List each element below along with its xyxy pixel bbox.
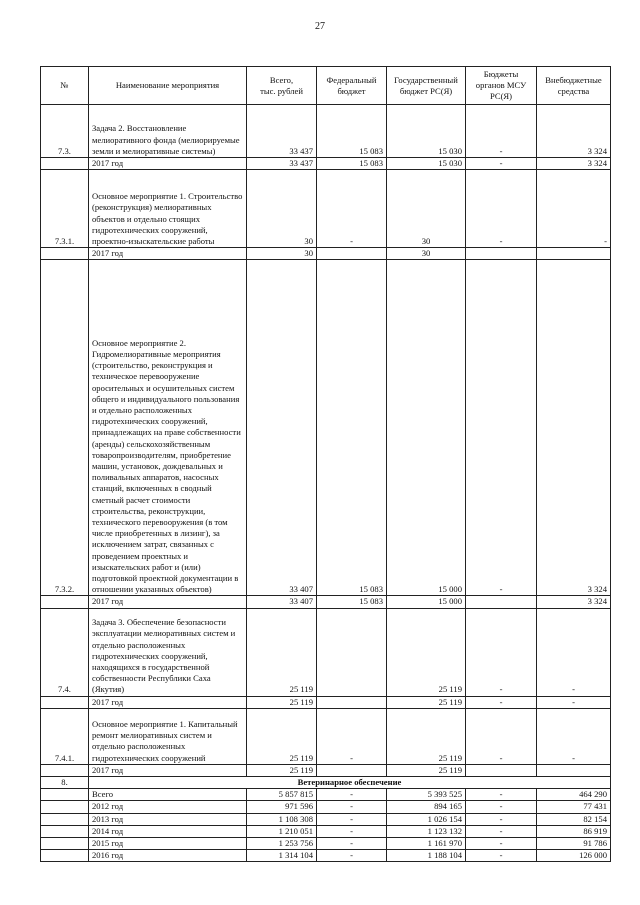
page-number: 27 xyxy=(315,21,325,32)
header-name: Наименование мероприятия xyxy=(89,67,247,105)
row-state: 5 393 525 xyxy=(387,789,466,801)
row-number xyxy=(41,789,89,801)
row-state: 894 165 xyxy=(387,801,466,813)
row-federal xyxy=(317,764,387,776)
header-federal: Федеральный бюджет xyxy=(317,67,387,105)
section-title: Ветеринарное обеспечение xyxy=(89,777,611,789)
row-municipal: - xyxy=(466,260,537,596)
row-total: 1 210 051 xyxy=(247,825,317,837)
row-state: 15 000 xyxy=(387,596,466,608)
table-row xyxy=(41,170,611,248)
row-federal: - xyxy=(317,789,387,801)
row-federal: 15 083 xyxy=(317,260,387,596)
row-number: 7.4. xyxy=(41,608,89,696)
row-extra: 3 324 xyxy=(537,105,611,158)
table-row xyxy=(41,764,611,776)
row-extra: - xyxy=(537,708,611,764)
row-number: 7.3.2. xyxy=(41,260,89,596)
row-number: 7.3. xyxy=(41,105,89,158)
row-name: Основное мероприятие 2. Гидромелиоративные мероприятия (строительство, реконструкция и техническое перевооружение оросительных и осушительных систем общего и индивидуального пользования и отдельно расположенных гидротехнических сооружений, принадлежащих на праве собственности (аренды) сельскохозяйственным товаропроизводителям, приобретение машин, установок, дождевальных и поливальных аппаратов, насосных станций, включенных в сводный сметный расчет стоимости строительства, реконструкции, технического перевооружения (в том числе приобретенных в лизинг), за исключением затрат, связанных с проведением проектных и изыскательских работ и (или) подготовкой проектной документации в отношении указанных объектов) xyxy=(89,260,247,596)
row-municipal: - xyxy=(466,789,537,801)
row-number xyxy=(41,764,89,776)
row-extra: - xyxy=(537,608,611,696)
row-state: 30 xyxy=(387,170,466,248)
row-total: 33 407 xyxy=(247,596,317,608)
table-row xyxy=(41,608,611,696)
row-state: 15 000 xyxy=(387,260,466,596)
row-municipal: - xyxy=(466,801,537,813)
table-row xyxy=(41,696,611,708)
table-header-row xyxy=(41,67,611,105)
row-number: 7.3.1. xyxy=(41,170,89,248)
row-state: 30 xyxy=(387,248,466,260)
row-state: 25 119 xyxy=(387,608,466,696)
row-federal: - xyxy=(317,801,387,813)
table-row xyxy=(41,260,611,596)
row-municipal: - xyxy=(466,708,537,764)
row-federal: - xyxy=(317,850,387,862)
section-row xyxy=(41,777,611,789)
row-name: Основное мероприятие 1. Строительство (реконструкция) мелиоративных объектов и отдельно стоящих гидротехнических сооружений, проектно-изыскательские работы xyxy=(89,170,247,248)
table-row xyxy=(41,158,611,170)
row-federal: - xyxy=(317,838,387,850)
header-total-line1: Всего, xyxy=(269,74,294,85)
row-state: 1 161 970 xyxy=(387,838,466,850)
row-name: 2017 год xyxy=(89,248,247,260)
row-name: 2017 год xyxy=(89,764,247,776)
row-extra: 464 290 xyxy=(537,789,611,801)
row-municipal: - xyxy=(466,696,537,708)
row-extra: 3 324 xyxy=(537,596,611,608)
row-state: 25 119 xyxy=(387,708,466,764)
section-number: 8. xyxy=(41,777,89,789)
row-total: 25 119 xyxy=(247,708,317,764)
table-row xyxy=(41,708,611,764)
row-municipal xyxy=(466,596,537,608)
row-federal: - xyxy=(317,813,387,825)
row-number xyxy=(41,158,89,170)
row-number: 7.4.1. xyxy=(41,708,89,764)
row-federal: 15 083 xyxy=(317,596,387,608)
row-total: 971 596 xyxy=(247,801,317,813)
row-municipal: - xyxy=(466,838,537,850)
row-number xyxy=(41,696,89,708)
row-extra xyxy=(537,248,611,260)
table-row xyxy=(41,850,611,862)
row-name: 2017 год xyxy=(89,696,247,708)
row-name: Задача 2. Восстановление мелиоративного фонда (мелиорируемые земли и мелиоративные системы) xyxy=(89,105,247,158)
row-municipal xyxy=(466,248,537,260)
row-total: 1 108 308 xyxy=(247,813,317,825)
table-row xyxy=(41,825,611,837)
row-name: 2017 год xyxy=(89,596,247,608)
row-name: 2016 год xyxy=(89,850,247,862)
row-state: 1 123 132 xyxy=(387,825,466,837)
header-extra: Внебюджетные средства xyxy=(537,67,611,105)
row-federal: 15 083 xyxy=(317,158,387,170)
row-name: 2017 год xyxy=(89,158,247,170)
row-number xyxy=(41,850,89,862)
row-total: 30 xyxy=(247,248,317,260)
table-row xyxy=(41,596,611,608)
row-name: 2012 год xyxy=(89,801,247,813)
row-state: 15 030 xyxy=(387,158,466,170)
row-federal: 15 083 xyxy=(317,105,387,158)
row-federal xyxy=(317,608,387,696)
row-total: 33 407 xyxy=(247,260,317,596)
row-name: 2015 год xyxy=(89,838,247,850)
row-extra: - xyxy=(537,696,611,708)
row-total: 1 253 756 xyxy=(247,838,317,850)
row-state: 1 188 104 xyxy=(387,850,466,862)
row-state: 25 119 xyxy=(387,696,466,708)
row-municipal: - xyxy=(466,813,537,825)
row-name: 2013 год xyxy=(89,813,247,825)
header-state: Государственный бюджет РС(Я) xyxy=(387,67,466,105)
row-total: 5 857 815 xyxy=(247,789,317,801)
row-extra: 82 154 xyxy=(537,813,611,825)
row-number xyxy=(41,838,89,850)
row-municipal: - xyxy=(466,850,537,862)
row-extra: 3 324 xyxy=(537,158,611,170)
row-extra: 126 000 xyxy=(537,850,611,862)
row-extra: 91 786 xyxy=(537,838,611,850)
row-number xyxy=(41,825,89,837)
row-extra: - xyxy=(537,170,611,248)
row-state: 1 026 154 xyxy=(387,813,466,825)
header-total xyxy=(247,67,317,105)
table-row xyxy=(41,105,611,158)
row-total: 25 119 xyxy=(247,764,317,776)
row-municipal: - xyxy=(466,825,537,837)
table-row xyxy=(41,789,611,801)
header-total-line2: тыс. рублей xyxy=(260,85,303,96)
row-federal: - xyxy=(317,170,387,248)
row-total: 33 437 xyxy=(247,158,317,170)
row-name: Задача 3. Обеспечение безопасности эксплуатации мелиоративных систем и отдельно расположенных гидротехнических сооружений, находящихся в государственной собственности Республики Саха (Якутия) xyxy=(89,608,247,696)
row-total: 33 437 xyxy=(247,105,317,158)
row-municipal: - xyxy=(466,608,537,696)
header-municipal: Бюджеты органов МСУ РС(Я) xyxy=(466,67,537,105)
row-extra: 86 919 xyxy=(537,825,611,837)
table-row xyxy=(41,801,611,813)
row-total: 25 119 xyxy=(247,696,317,708)
row-number xyxy=(41,596,89,608)
row-number xyxy=(41,813,89,825)
row-municipal: - xyxy=(466,170,537,248)
table-row xyxy=(41,838,611,850)
header-no: № xyxy=(41,67,89,105)
row-municipal: - xyxy=(466,158,537,170)
table-row xyxy=(41,813,611,825)
row-municipal: - xyxy=(466,105,537,158)
row-total: 1 314 104 xyxy=(247,850,317,862)
budget-table xyxy=(40,66,611,862)
row-extra: 77 431 xyxy=(537,801,611,813)
row-municipal xyxy=(466,764,537,776)
table-row xyxy=(41,248,611,260)
row-extra: 3 324 xyxy=(537,260,611,596)
row-total: 25 119 xyxy=(247,608,317,696)
row-federal xyxy=(317,696,387,708)
row-extra xyxy=(537,764,611,776)
row-number xyxy=(41,801,89,813)
row-federal xyxy=(317,248,387,260)
row-total: 30 xyxy=(247,170,317,248)
row-name: Всего xyxy=(89,789,247,801)
row-federal: - xyxy=(317,708,387,764)
row-state: 15 030 xyxy=(387,105,466,158)
row-state: 25 119 xyxy=(387,764,466,776)
row-federal: - xyxy=(317,825,387,837)
row-name: 2014 год xyxy=(89,825,247,837)
row-name: Основное мероприятие 1. Капитальный ремонт мелиоративных систем и отдельно расположенных гидротехнических сооружений xyxy=(89,708,247,764)
row-number xyxy=(41,248,89,260)
